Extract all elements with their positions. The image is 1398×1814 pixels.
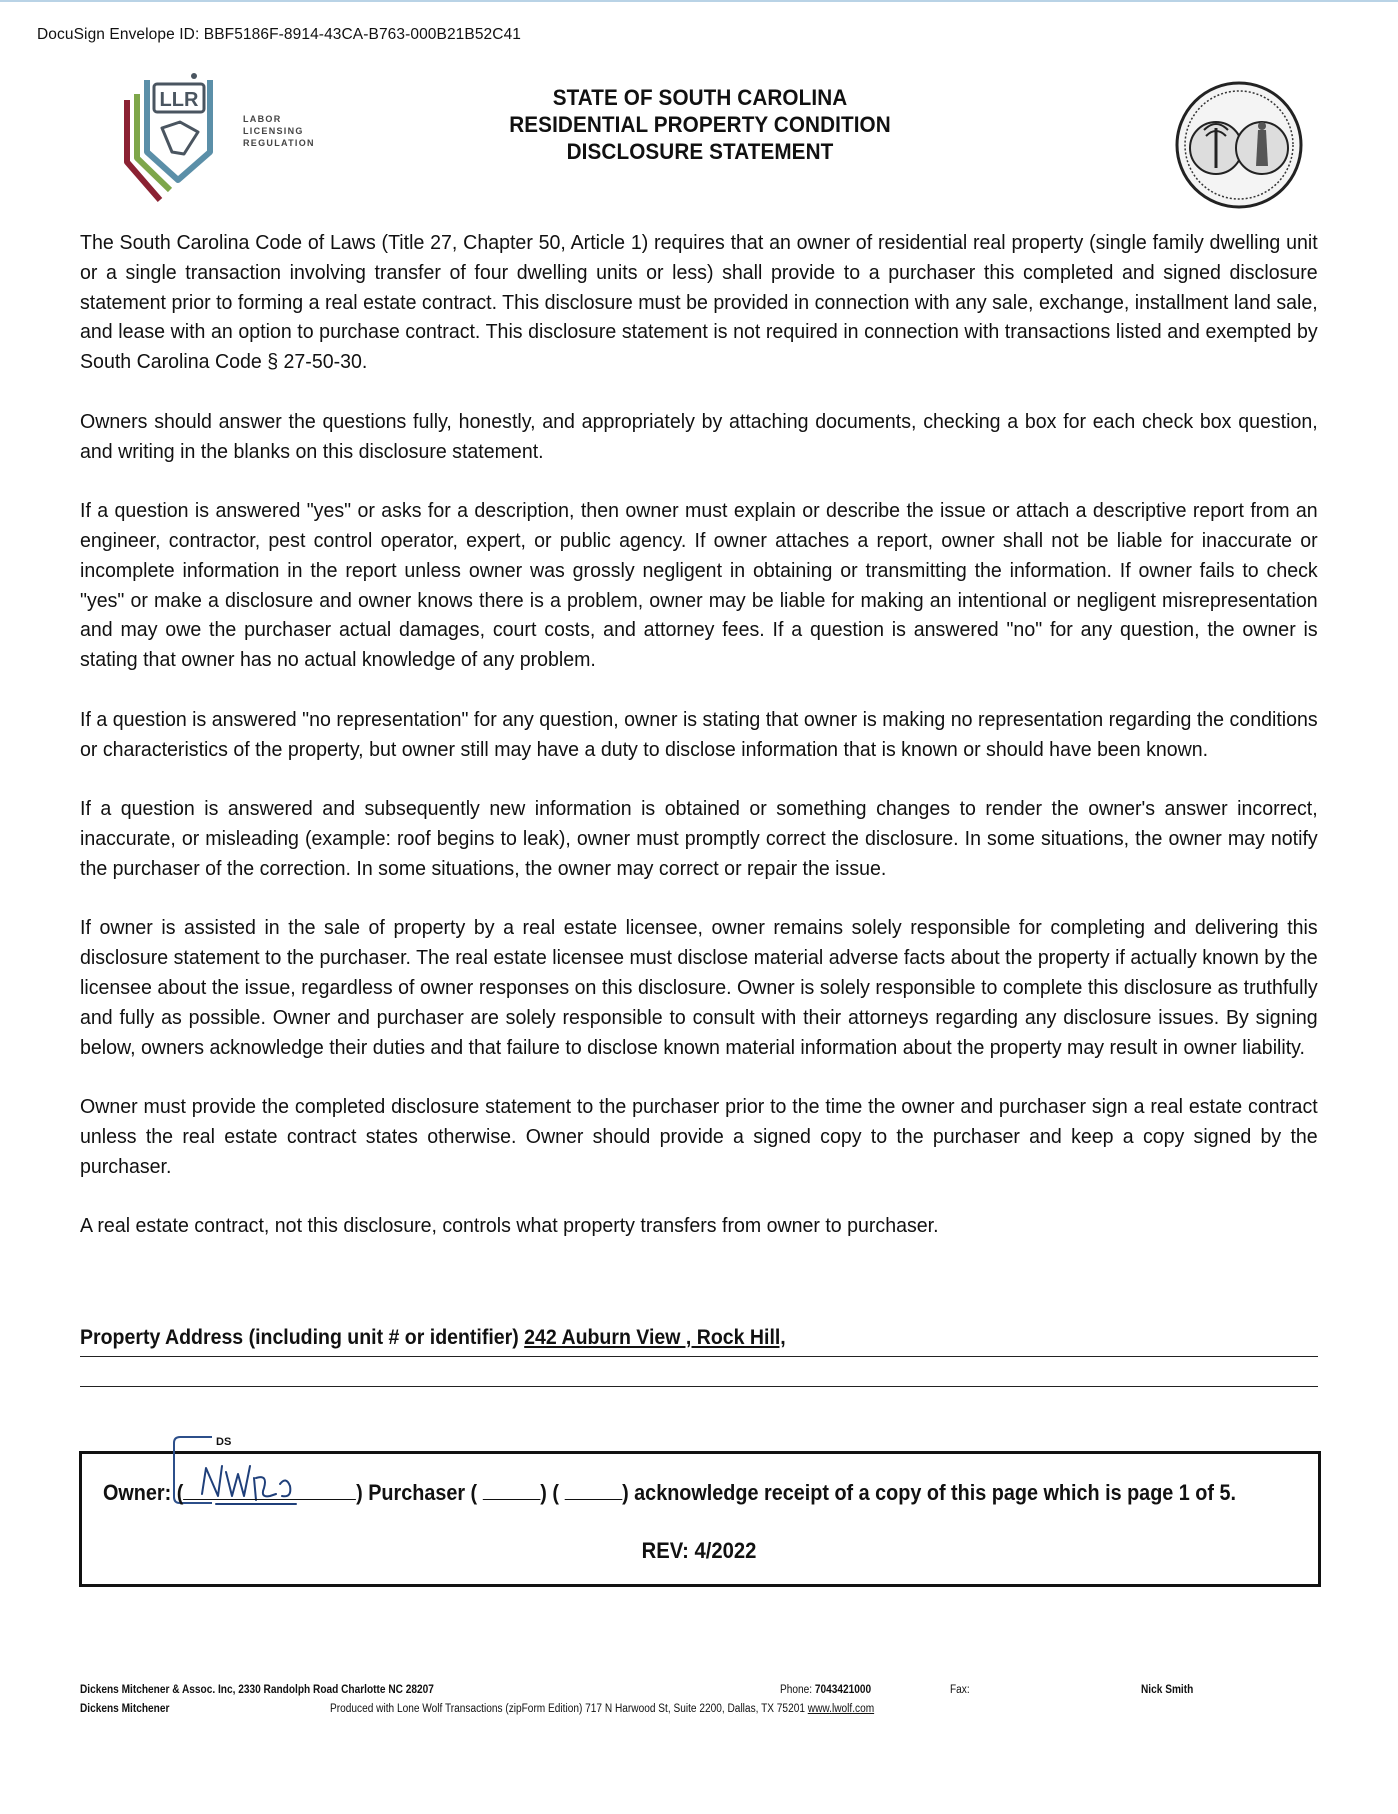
footer-phone-number: 7043421000 xyxy=(814,1684,872,1696)
revision-label: REV: 4/2022 xyxy=(641,1538,757,1563)
owner-label: Owner: ( xyxy=(103,1480,184,1505)
paragraph: If owner is assisted in the sale of property by a real estate licensee, owner remains solely responsible for completing and delivering this disclosure statement to the purchaser. The real estate licensee must disclose material adverse facts about the property if actually known by the licensee about the issue, regardless of owner responses on this disclosure. Owner is solely responsible to complete this disclosure as truthfully and fully as possible. Owner and purchaser are solely responsible to consult with their attorneys regarding any disclosure issues. By signing below, owners acknowledge their duties and that failure to disclose known material information about the property may result in owner liability. xyxy=(80,916,1318,1059)
footer-produced-text: Produced with Lone Wolf Transactions (zipForm Edition) 717 N Harwood St, Suite 2200, Dallas, TX 75201 xyxy=(330,1703,805,1715)
purchaser-separator: ) ( xyxy=(540,1480,559,1505)
disclosure-body xyxy=(80,228,1318,1271)
paragraph: Owner must provide the completed disclosure statement to the purchaser prior to the time the owner and purchaser sign a real estate contract unless the real estate contract states otherwise. Owner should provide a signed copy to the purchaser and keep a copy signed by the purchaser. xyxy=(80,1095,1318,1178)
logo-line: LICENSING xyxy=(243,126,304,136)
logo-abbrev: LLR xyxy=(159,89,199,111)
paragraph: If a question is answered and subsequently new information is obtained or something changes to render the owner's answer incorrect, inaccurate, or misleading (example: roof begins to leak), owner must promptly correct the disclosure. In some situations, the owner may notify the purchaser of the correction. In some situations, the owner may correct or repair the issue. xyxy=(80,797,1318,880)
property-address-label xyxy=(80,1326,786,1350)
purchaser-1-initials-blank[interactable] xyxy=(483,1479,541,1500)
title-line-3: DISCLOSURE STATEMENT xyxy=(566,139,834,164)
footer-phone-label: Phone: xyxy=(780,1684,813,1696)
paragraph: If a question is answered "yes" or asks for a description, then owner must explain or describe the issue or attach a descriptive report from an engineer, contractor, pest control operator, expert, or public agency. If owner attaches a report, owner shall not be liable for inaccurate or incomplete information in the report unless owner was grossly negligent in obtaining or transmitting the information. If owner fails to check "yes" or make a disclosure and owner knows there is a problem, owner may be liable for making an intentional or negligent misrepresentation and may owe the purchaser actual damages, court costs, and attorney fees. If a question is answered "no" for any question, the owner is stating that owner has no actual knowledge of any problem. xyxy=(80,499,1318,672)
footer-fax-label: Fax: xyxy=(950,1684,970,1696)
logo-wordmark xyxy=(243,113,315,149)
acknowledgement-line xyxy=(103,1479,1236,1506)
paragraph: A real estate contract, not this disclosure, controls what property transfers from owner to purchaser. xyxy=(80,1214,939,1238)
address-value: 242 Auburn View , Rock Hill, xyxy=(524,1326,786,1349)
acknowledgement-text: ) acknowledge receipt of a copy of this page which is page 1 of 5. xyxy=(622,1480,1237,1505)
top-border xyxy=(0,0,1398,2)
footer-company: Dickens Mitchener & Assoc. Inc, 2330 Randolph Road Charlotte NC 28207 xyxy=(80,1684,434,1696)
address-label-text: Property Address (including unit # or identifier) xyxy=(80,1326,519,1349)
owner-initials-blank[interactable] xyxy=(183,1479,356,1500)
ds-label: DS xyxy=(216,1436,232,1448)
footer-company-short: Dickens Mitchener xyxy=(80,1703,170,1715)
address-line-2[interactable] xyxy=(80,1386,1318,1387)
footer-agent: Nick Smith xyxy=(1141,1684,1194,1696)
paragraph: If a question is answered "no representation" for any question, owner is stating that owner is making no representation regarding the conditions or characteristics of the property, but owner still may have a duty to disclose information that is known or should have been known. xyxy=(80,707,1318,761)
paragraph: Owners should answer the questions fully, honestly, and appropriately by attaching documents, checking a box for each check box question, and writing in the blanks on this disclosure statement. xyxy=(80,409,1318,463)
document-title xyxy=(452,84,949,165)
purchaser-2-initials-blank[interactable] xyxy=(564,1479,622,1500)
title-line-2: RESIDENTIAL PROPERTY CONDITION xyxy=(509,112,891,137)
property-address-field[interactable] xyxy=(80,1326,1318,1357)
state-seal-icon xyxy=(1174,80,1304,210)
purchaser-label: ) Purchaser ( xyxy=(356,1480,478,1505)
logo-stripe-red xyxy=(127,100,160,200)
envelope-id: DocuSign Envelope ID: BBF5186F-8914-43CA-B763-000B21B52C41 xyxy=(37,26,522,43)
logo-line: LABOR xyxy=(243,114,282,124)
footer-phone xyxy=(780,1684,871,1696)
footer-link[interactable]: www.lwolf.com xyxy=(807,1703,875,1715)
logo-line: REGULATION xyxy=(243,138,315,148)
footer-produced xyxy=(330,1703,874,1715)
title-line-1: STATE OF SOUTH CAROLINA xyxy=(552,85,848,110)
paragraph: The South Carolina Code of Laws (Title 27, Chapter 50, Article 1) requires that an owner of residential real property (single family dwelling unit or a single transaction involving transfer of four dwelling units or less) shall provide to a purchaser this completed and signed disclosure statement prior to forming a real estate contract. This disclosure must be provided in connection with any sale, exchange, installment land sale, and lease with an option to purchase contract. This disclosure statement is not required in connection with transactions listed and exempted by South Carolina Code § 27-50-30. xyxy=(80,231,1318,374)
